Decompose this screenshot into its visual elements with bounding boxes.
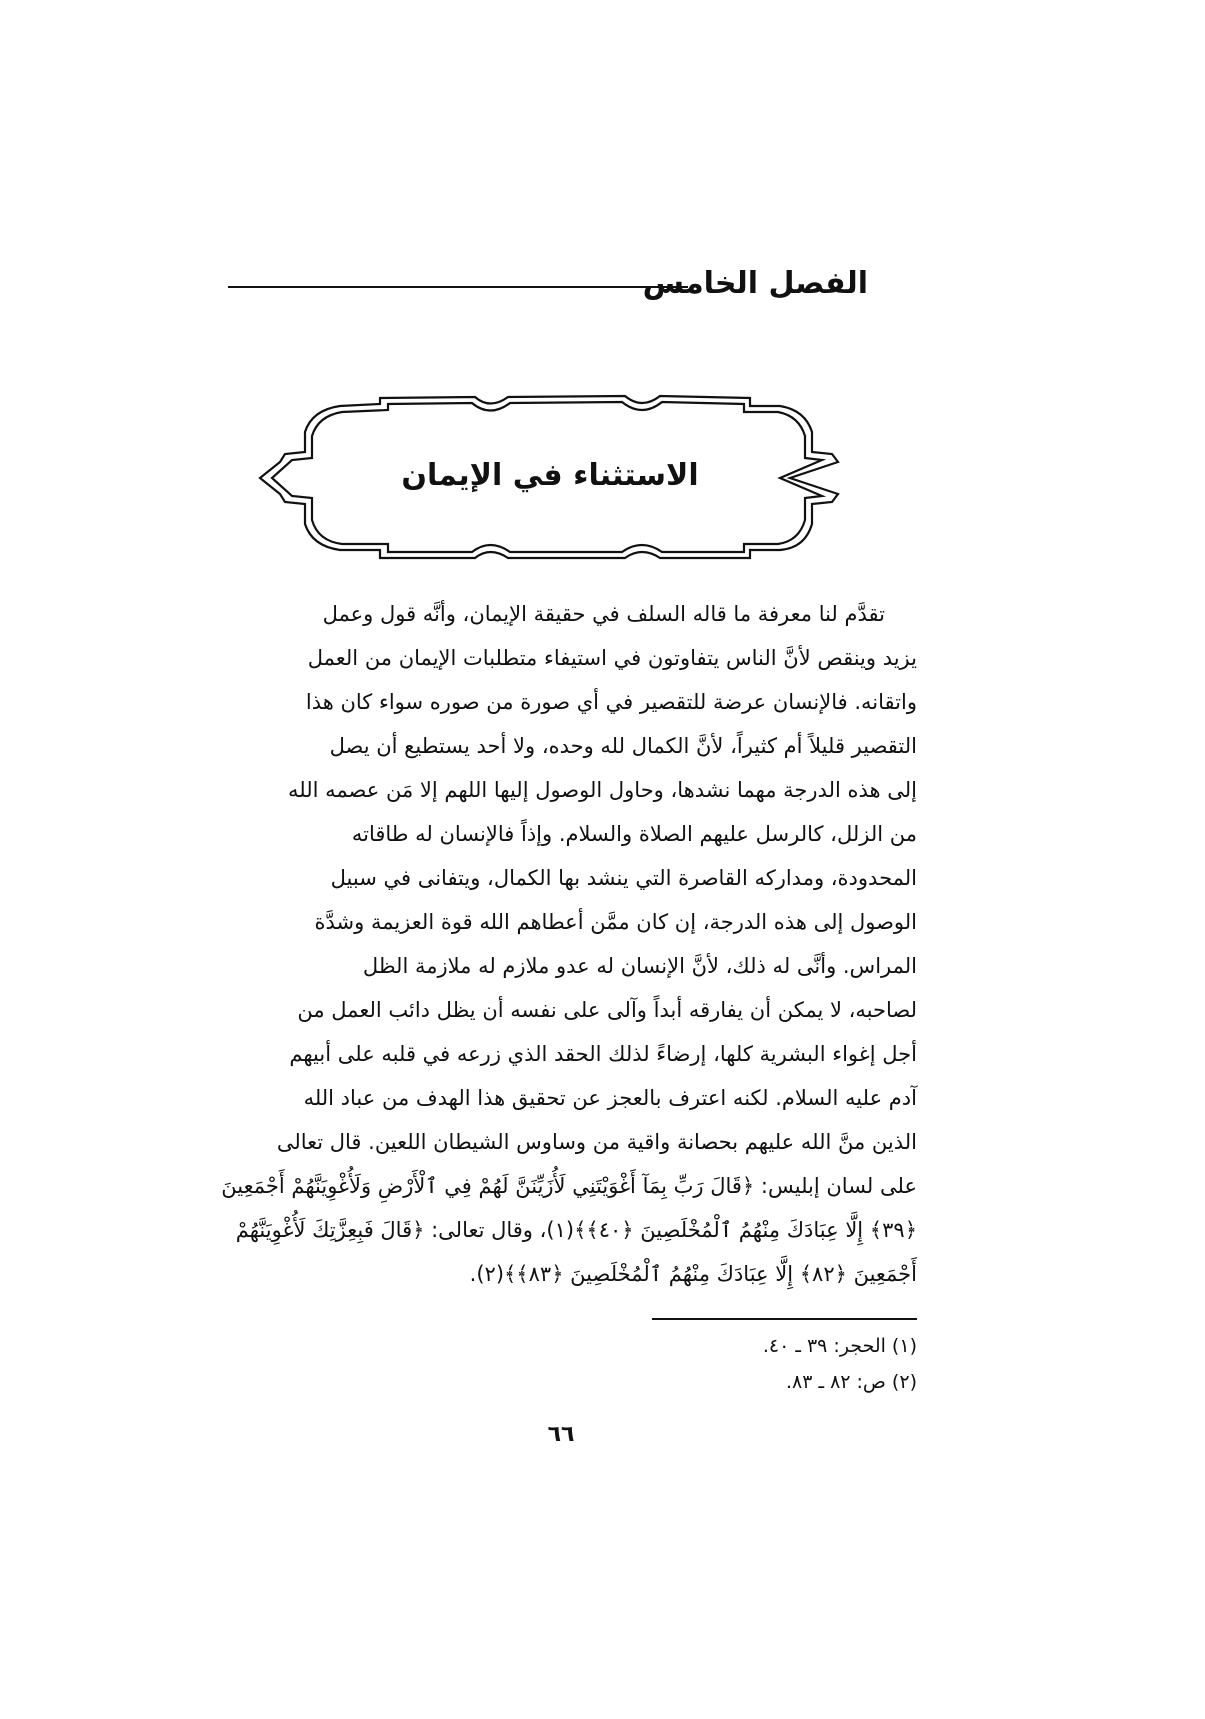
quran-verse-line: أَجْمَعِينَ ﴿٨٢﴾ إِلَّا عِبَادَكَ مِنْهُمُ ٱلْمُخْلَصِينَ ﴿٨٣﴾﴾(٢). (469, 1262, 917, 1286)
quran-verse-line: ﴿٣٩﴾ إِلَّا عِبَادَكَ مِنْهُمُ ٱلْمُخْلَصِينَ ﴿٤٠﴾﴾(١)، وقال تعالى: ﴿قَالَ فَبِعِزَّتِكَ لَأُغْوِيَنَّهُمْ (235, 1218, 917, 1242)
body-line: تقدَّم لنا معرفة ما قاله السلف في حقيقة الإيمان، وأنَّه قول وعمل (322, 602, 885, 626)
section-title: الاستثناء في الإيمان (401, 458, 699, 493)
body-line: الوصول إلى هذه الدرجة، إن كان ممَّن أعطاهم الله قوة العزيمة وشدَّة (314, 910, 917, 934)
footnote-1: (١) الحجر: ٣٩ ـ ٤٠. (762, 1335, 917, 1357)
footnotes (763, 1328, 917, 1400)
footnote-block (205, 1318, 917, 1400)
page-body (205, 592, 917, 1452)
body-line: من الزلل، كالرسل عليهم الصلاة والسلام. وإذاً فالإنسان له طاقاته (351, 822, 917, 846)
body-line: المحدودة، ومداركه القاصرة التي ينشد بها الكمال، ويتفانى في سبيل (330, 866, 917, 890)
footnote-2: (٢) ص: ٨٢ ـ ٨٣. (785, 1371, 917, 1393)
body-line: يزيد وينقص لأنَّ الناس يتفاوتون في استيفاء متطلبات الإيمان من العمل (307, 646, 917, 670)
body-line: إلى هذه الدرجة مهما نشدها، وحاول الوصول إليها اللهم إلا مَن عصمه الله (288, 778, 917, 802)
chapter-title: الفصل الخامس (642, 266, 868, 301)
chapter-header (228, 262, 868, 306)
body-line: آدم عليه السلام. لكنه اعترف بالعجز عن تحقيق هذا الهدف من عباد الله (303, 1086, 917, 1110)
page-number: ٦٦ (547, 1422, 575, 1447)
body-line: أجل إغواء البشرية كلها، إرضاءً لذلك الحقد الذي زرعه في قلبه على أبيهم (289, 1042, 917, 1066)
footnote-separator (652, 1318, 917, 1320)
header-rule (228, 286, 688, 288)
quran-verse-line: على لسان إبليس: ﴿قَالَ رَبِّ بِمَآ أَغْوَيْتَنِي لَأُزَيِّنَنَّ لَهُمْ فِي ٱلْأَرْضِ وَلَأُغْوِيَنَّهُمْ أَجْمَعِينَ (221, 1174, 917, 1198)
body-paragraph (205, 592, 917, 1296)
body-line: التقصير قليلاً أم كثيراً، لأنَّ الكمال لله وحده، ولا أحد يستطيع أن يصل (329, 734, 917, 758)
body-line: المراس. وأنَّى له ذلك، لأنَّ الإنسان له عدو ملازم له ملازمة الظل (362, 954, 917, 978)
body-line: الذين منَّ الله عليهم بحصانة واقية من وساوس الشيطان اللعين. قال تعالى (276, 1130, 917, 1154)
body-line: لصاحبه، لا يمكن أن يفارقه أبداً وآلى على نفسه أن يظل دائب العمل من (297, 998, 917, 1022)
body-line: واتقانه. فالإنسان عرضة للتقصير في أي صورة من صوره سواء كان هذا (305, 690, 917, 714)
